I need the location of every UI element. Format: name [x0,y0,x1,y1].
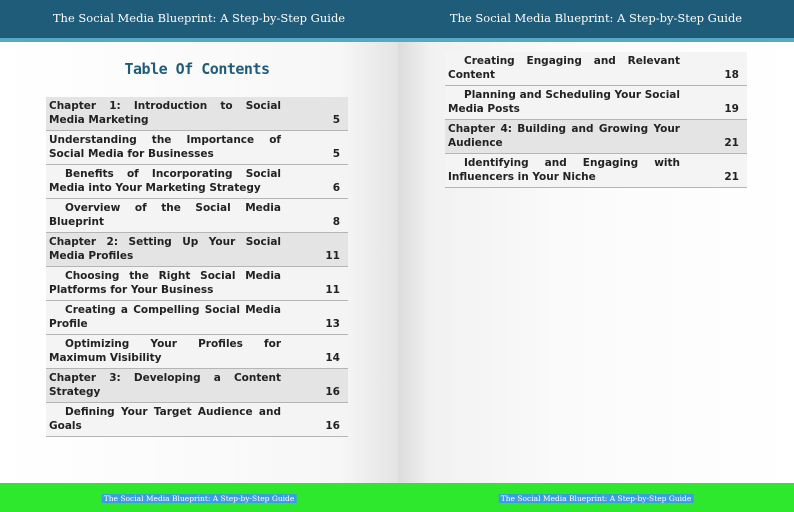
toc-entry-page: 18 [724,69,739,81]
toc-entry-page: 6 [332,182,340,194]
page-header: The Social Media Blueprint: A Step-by-Step Guide [0,0,398,42]
toc-entry-page: 11 [325,284,340,296]
toc-entry-page: 16 [325,420,340,432]
toc-entry-title: Understanding the Importance of Social Media for Businesses [49,134,281,160]
toc-entry-title: Chapter 3: Developing a Content Strategy [49,372,281,398]
toc-entry[interactable] [445,86,747,120]
page-header: The Social Media Blueprint: A Step-by-Step Guide [398,0,794,42]
toc-entry-page: 16 [325,386,340,398]
footer-label: The Social Media Blueprint: A Step-by-Step Guide [500,494,692,503]
toc-entry[interactable] [46,131,348,165]
toc-entry[interactable] [445,120,747,154]
toc-entry-page: 19 [724,103,739,115]
toc-entry-title: Defining Your Target Audience and Goals [49,406,281,432]
toc-entry[interactable] [46,233,348,267]
toc-entry[interactable] [46,335,348,369]
toc-entry-title: Identifying and Engaging with Influencers in Your Niche [448,157,680,183]
toc-list [46,97,348,437]
toc-entry-title: Creating a Compelling Social Media Profile [49,304,281,330]
toc-entry[interactable] [46,403,348,437]
toc-entry-page: 13 [325,318,340,330]
toc-entry-title: Overview of the Social Media Blueprint [49,202,281,228]
toc-list [445,52,747,188]
toc-entry-title: Chapter 2: Setting Up Your Social Media Profiles [49,236,281,262]
toc-entry[interactable] [445,154,747,188]
toc-entry-page: 14 [325,352,340,364]
page-footer [0,483,398,512]
toc-heading: Table Of Contents [124,60,270,78]
toc-entry[interactable] [46,267,348,301]
toc-entry-page: 8 [332,216,340,228]
toc-entry-title: Chapter 1: Introduction to Social Media Marketing [49,100,281,126]
toc-entry-title: Choosing the Right Social Media Platforms for Your Business [49,270,281,296]
toc-entry-title: Chapter 4: Building and Growing Your Audience [448,123,680,149]
toc-entry-title: Planning and Scheduling Your Social Media Posts [448,89,680,115]
toc-entry-page: 21 [724,171,739,183]
right-page [398,0,794,512]
toc-entry[interactable] [46,369,348,403]
toc-entry[interactable] [445,52,747,86]
toc-entry-title: Creating Engaging and Relevant Content [448,55,680,81]
page-footer [398,483,794,512]
toc-entry[interactable] [46,97,348,131]
toc-entry-page: 21 [724,137,739,149]
toc-entry[interactable] [46,165,348,199]
toc-entry[interactable] [46,199,348,233]
toc-entry-title: Benefits of Incorporating Social Media into Your Marketing Strategy [49,168,281,194]
toc-entry-page: 11 [325,250,340,262]
toc-entry-title: Optimizing Your Profiles for Maximum Visibility [49,338,281,364]
footer-label: The Social Media Blueprint: A Step-by-Step Guide [103,494,295,503]
toc-entry[interactable] [46,301,348,335]
toc-entry-page: 5 [332,148,340,160]
toc-entry-page: 5 [332,114,340,126]
